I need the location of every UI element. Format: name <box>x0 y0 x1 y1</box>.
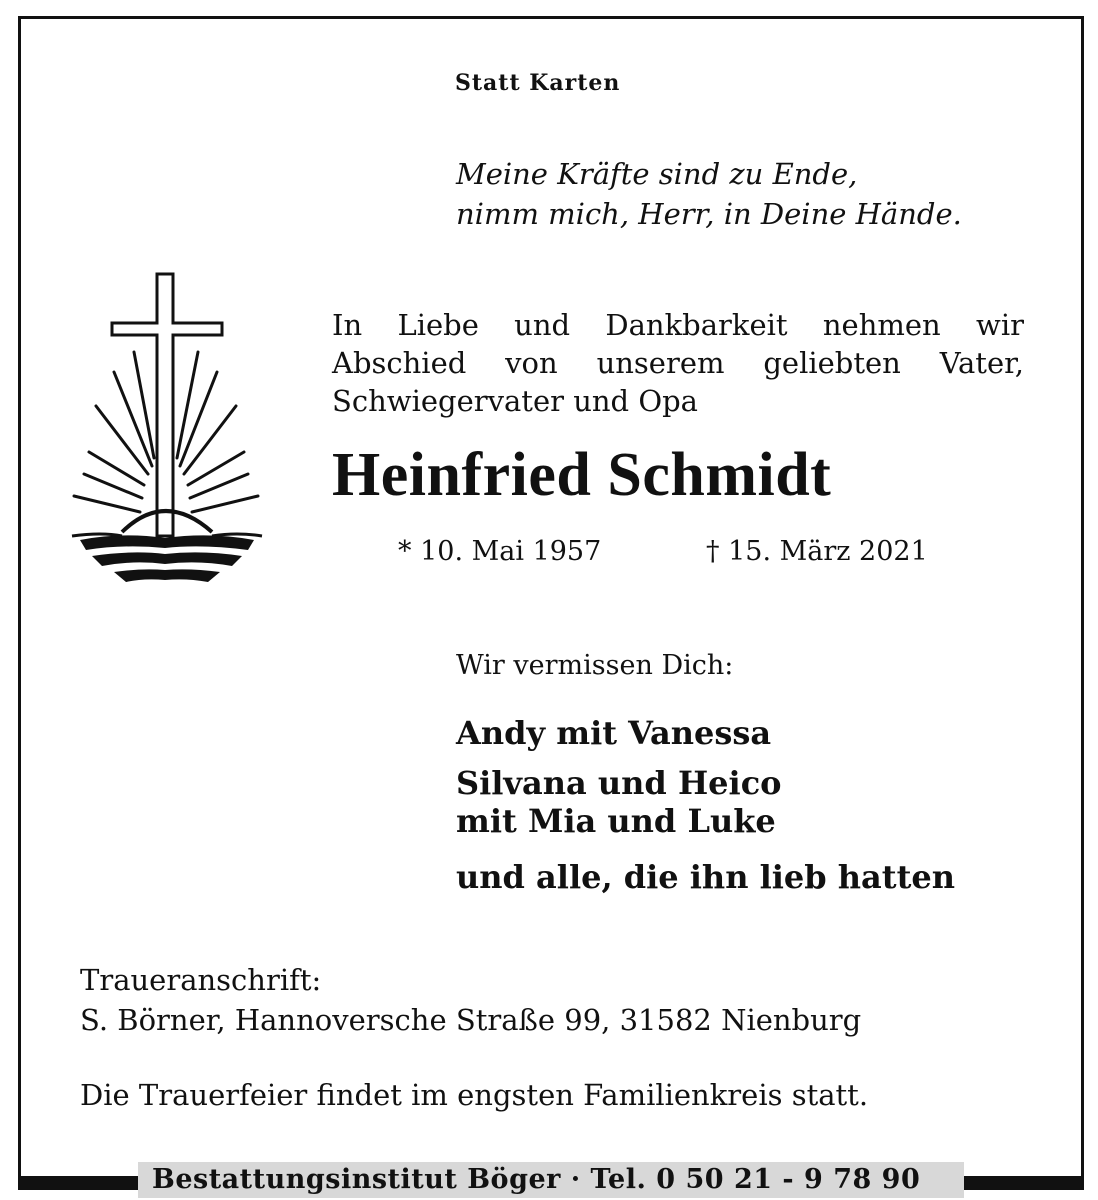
family-member-line: Silvana und Heico <box>456 764 782 802</box>
family-member <box>456 764 782 840</box>
family-member: Andy mit Vanessa <box>456 714 772 752</box>
verse-line: Meine Kräfte sind zu Ende, <box>456 157 858 191</box>
mourning-address <box>80 960 861 1040</box>
ceremony-note: Die Trauerfeier findet im engsten Familienkreis statt. <box>80 1078 869 1112</box>
deceased-name: Heinfried Schmidt <box>332 441 832 509</box>
address-value: S. Börner, Hannoversche Straße 99, 31582 Nienburg <box>80 1003 862 1037</box>
family-closing: und alle, die ihn lieb hatten <box>456 858 955 896</box>
verse <box>456 154 962 234</box>
family-member-line: mit Mia und Luke <box>456 802 776 840</box>
life-dates <box>398 536 928 567</box>
funeral-home-footer: Bestattungsinstitut Böger · Tel. 0 50 21 - 9 78 90 <box>138 1162 964 1198</box>
death-date: † 15. März 2021 <box>706 536 928 567</box>
cross-sunrise-icon <box>62 240 272 590</box>
intro-line: In Liebe und Dankbarkeit nehmen wir <box>332 308 1024 342</box>
header-note: Statt Karten <box>455 70 621 96</box>
verse-line: nimm mich, Herr, in Deine Hände. <box>456 197 962 231</box>
birth-date: * 10. Mai 1957 <box>398 536 602 567</box>
intro-text <box>332 306 1024 420</box>
intro-line: Schwiegervater und Opa <box>332 384 698 418</box>
missing-line: Wir vermissen Dich: <box>456 650 734 681</box>
intro-line: Abschied von unserem geliebten Vater, <box>332 346 1024 380</box>
address-label: Traueranschrift: <box>80 963 322 997</box>
